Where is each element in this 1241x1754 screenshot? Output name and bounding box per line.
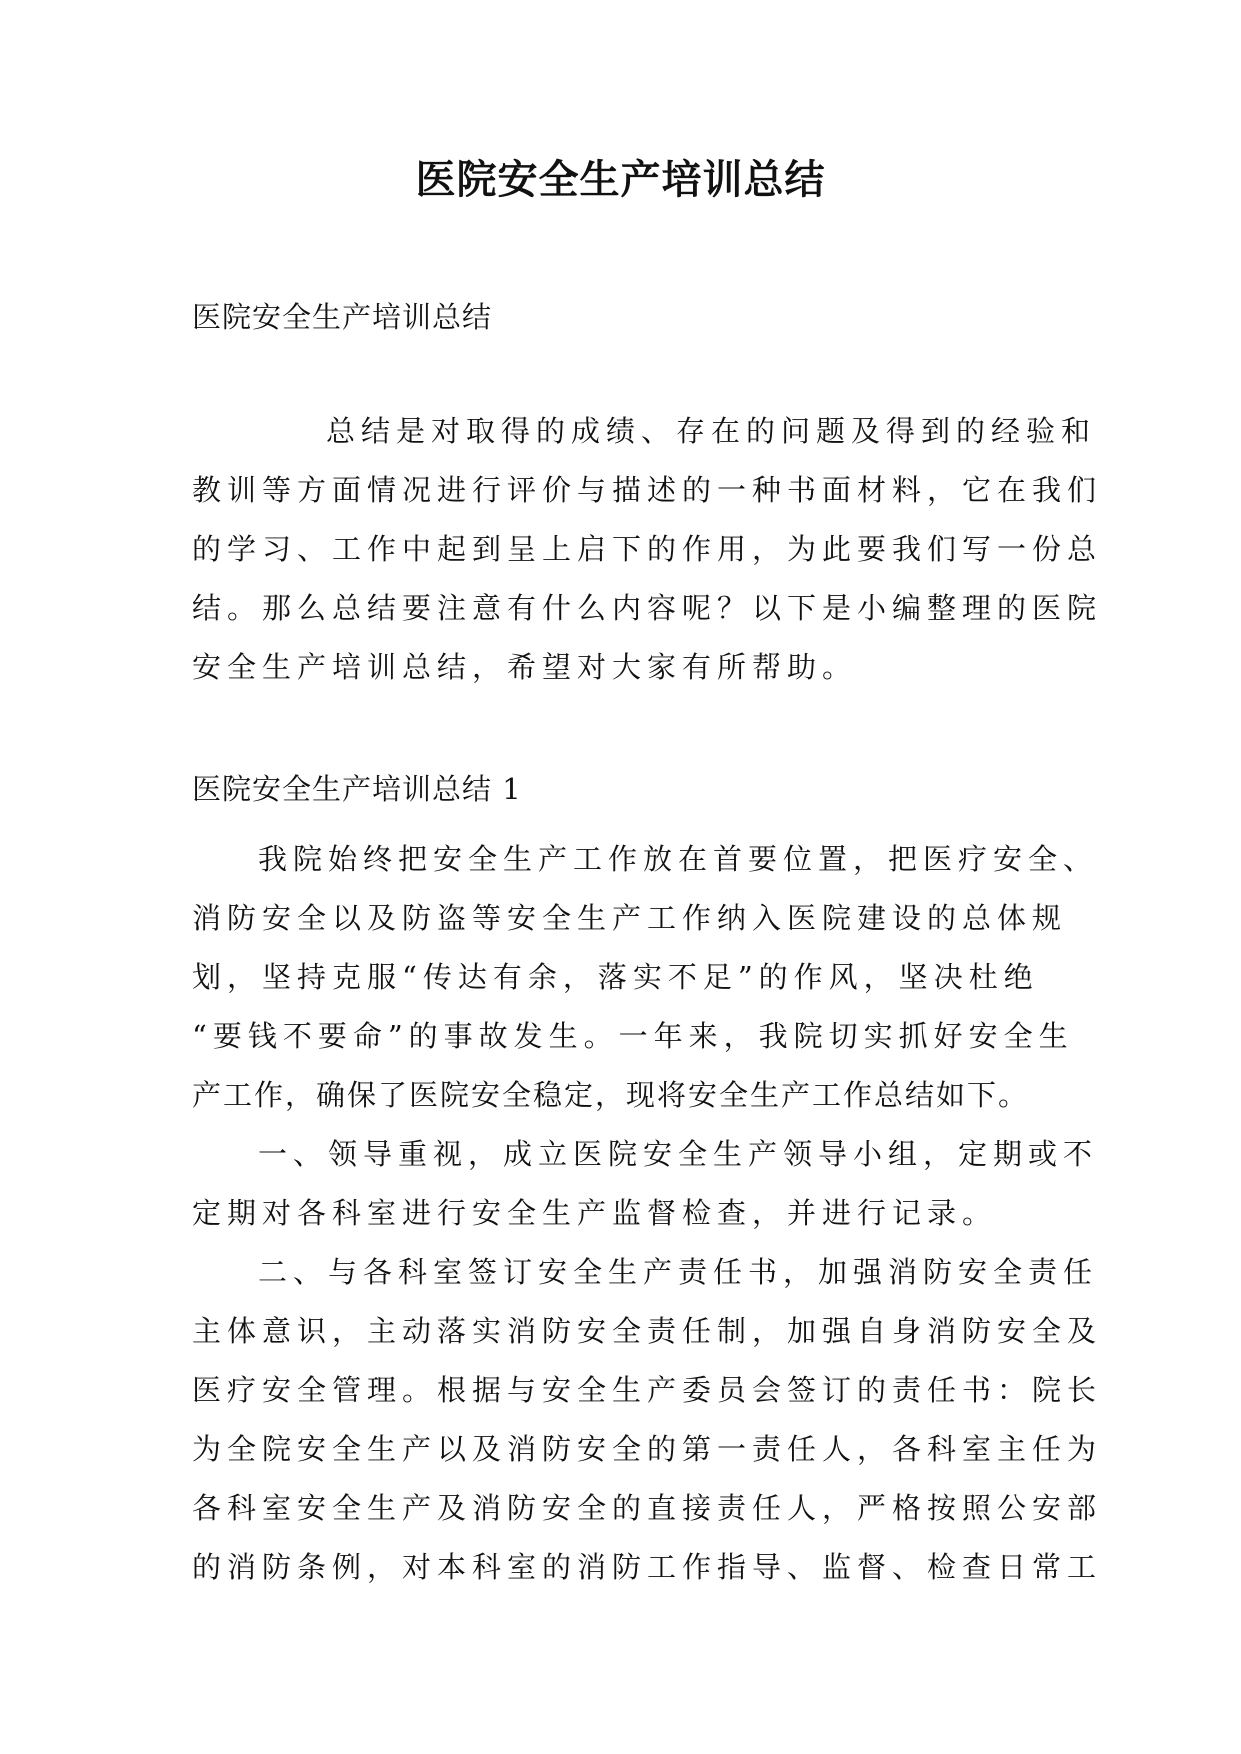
document-subtitle: 医院安全生产培训总结 [192, 300, 493, 334]
body-line: 产工作，确保了医院安全稳定，现将安全生产工作总结如下。 [192, 1078, 1030, 1112]
section-heading: 医院安全生产培训总结 1 [192, 772, 522, 806]
intro-line: 的学习、工作中起到呈上启下的作用，为此要我们写一份总 [192, 532, 1103, 566]
body-line: 定期对各科室进行安全生产监督检查，并进行记录。 [192, 1196, 998, 1230]
intro-line: 安全生产培训总结，希望对大家有所帮助。 [192, 650, 858, 684]
intro-paragraph [192, 402, 1103, 697]
intro-line: 总结是对取得的成绩、存在的问题及得到的经验和 [326, 414, 1097, 448]
intro-line: 结。那么总结要注意有什么内容呢？以下是小编整理的医院 [192, 591, 1103, 625]
body-line: 一、领导重视，成立医院安全生产领导小组，定期或不 [258, 1137, 1099, 1171]
body-line: 二、与各科室签订安全生产责任书，加强消防安全责任 [258, 1255, 1099, 1289]
body-line: 各科室安全生产及消防安全的直接责任人，严格按照公安部 [192, 1491, 1103, 1525]
body-line: 医疗安全管理。根据与安全生产委员会签订的责任书：院长 [192, 1373, 1103, 1407]
body-line: 为全院安全生产以及消防安全的第一责任人，各科室主任为 [192, 1432, 1103, 1466]
body-line: 的消防条例，对本科室的消防工作指导、监督、检查日常工 [192, 1550, 1103, 1584]
body-line: 划，坚持克服“传达有余，落实不足”的作风，坚决杜绝 [192, 960, 1039, 994]
intro-line: 教训等方面情况进行评价与描述的一种书面材料，它在我们 [192, 473, 1103, 507]
body-text [192, 830, 1103, 1597]
document-title: 医院安全生产培训总结 [415, 157, 826, 203]
body-line: 主体意识，主动落实消防安全责任制，加强自身消防安全及 [192, 1314, 1103, 1348]
body-line: “要钱不要命”的事故发生。一年来，我院切实抓好安全生 [192, 1019, 1074, 1053]
body-line: 消防安全以及防盗等安全生产工作纳入医院建设的总体规 [192, 901, 1068, 935]
body-line: 我院始终把安全生产工作放在首要位置，把医疗安全、 [258, 842, 1099, 876]
